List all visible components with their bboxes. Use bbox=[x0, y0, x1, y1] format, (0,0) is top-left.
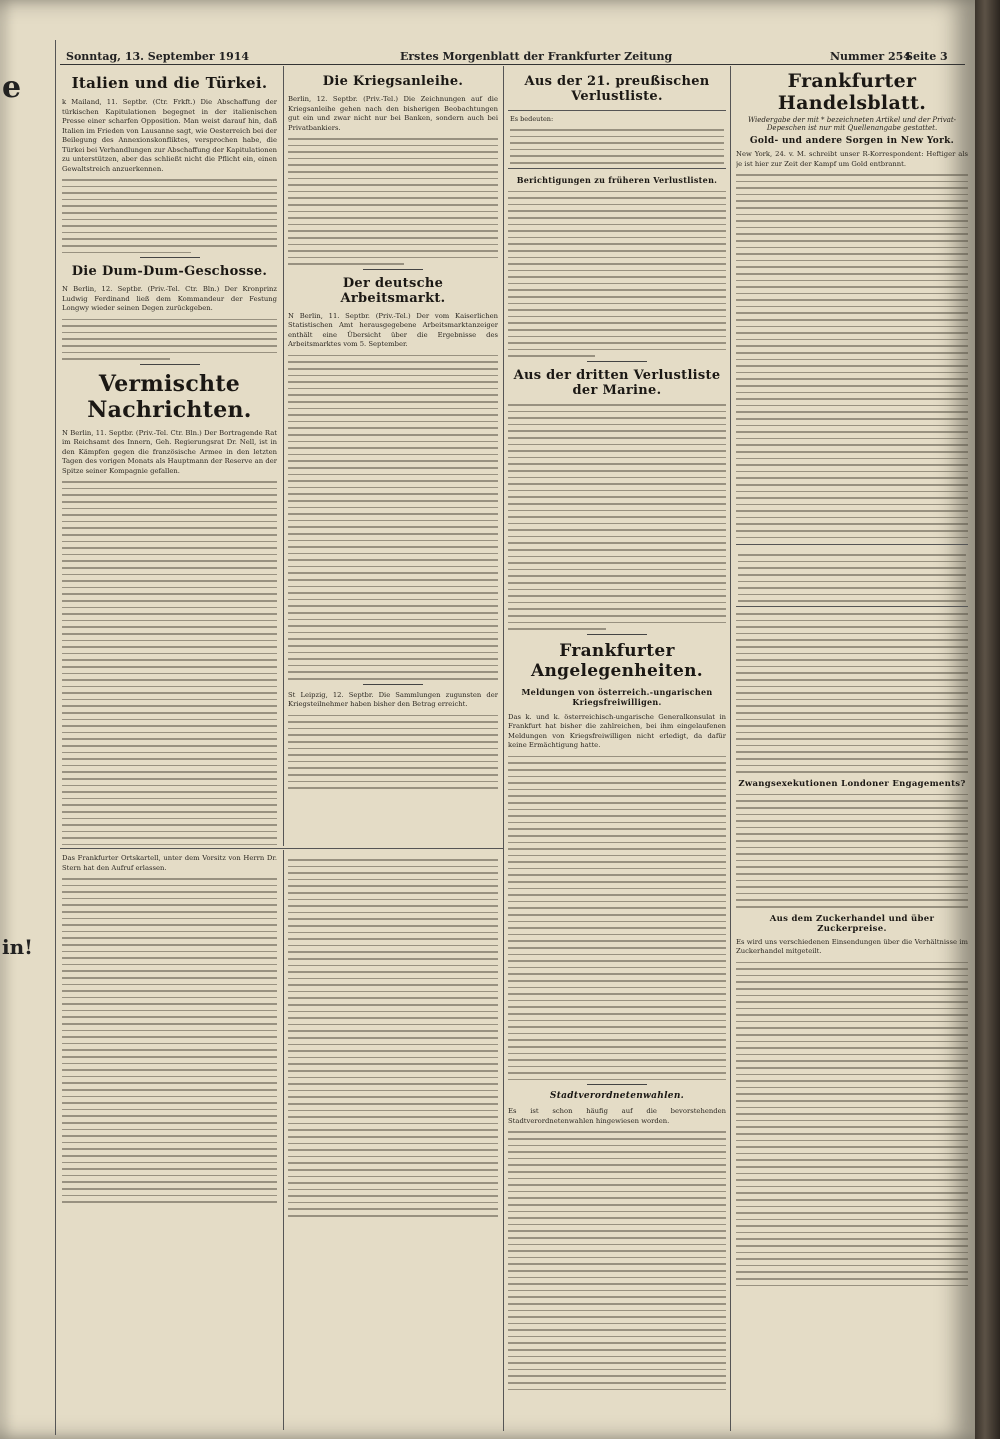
article-zuckerhandel-body bbox=[736, 962, 968, 1287]
masthead-edition: Erstes Morgenblatt der Frankfurter Zeitung bbox=[400, 50, 673, 63]
masthead-number: Nummer 254 bbox=[830, 50, 911, 63]
divider bbox=[140, 364, 200, 365]
binding-edge bbox=[975, 0, 1000, 1439]
column-rule-3 bbox=[730, 66, 731, 1431]
divider bbox=[587, 634, 647, 635]
article-gold-body-2 bbox=[736, 613, 968, 773]
subheading-berichtigungen: Berichtigungen zu früheren Verlustlisten. bbox=[516, 174, 718, 185]
lower-article-body-right bbox=[288, 859, 498, 1217]
headline-frankfurter-angelegenheiten: Frankfurter Angelegenheiten. bbox=[531, 640, 703, 681]
lower-column-right bbox=[288, 854, 498, 1429]
article-gold-lead: New York, 24. v. M. schreibt unser R-Korrespondent: Heftiger als je ist hier zur Zeit der Kampf um Gold entbrannt. bbox=[736, 150, 968, 168]
column-rule-1 bbox=[283, 66, 284, 846]
article-stadtverordnetenwahlen-body bbox=[508, 1131, 726, 1390]
masthead-rule bbox=[60, 64, 965, 65]
verlustliste-body bbox=[508, 191, 726, 357]
lower-article-body-left bbox=[62, 878, 277, 1203]
headline-marine: Aus der dritten Verlustliste der Marine. bbox=[513, 368, 721, 398]
article-dumdum-lead: N Berlin, 12. Septbr. (Priv.-Tel. Ctr. Bln.) Der Kronprinz Ludwig Ferdinand ließ dem Kommandeur der Festung Longwy wieder seinen Degen zurückgeben. bbox=[62, 285, 277, 313]
headline-arbeitsmarkt: Der deutsche Arbeitsmarkt. bbox=[340, 275, 446, 306]
article-leipzig-lead: St Leipzig, 12. Septbr. Die Sammlungen zugunsten der Kriegsteilnehmer haben bisher den Betrag erreicht. bbox=[288, 690, 498, 709]
divider bbox=[587, 361, 647, 362]
marine-body bbox=[508, 404, 726, 630]
article-gold-body bbox=[736, 174, 968, 538]
subheading-gold-newyork: Gold- und andere Sorgen in New York. bbox=[749, 136, 955, 146]
legend-table bbox=[508, 110, 726, 169]
headline-vermischte: Vermischte Nachrichten. bbox=[87, 370, 252, 423]
headline-italien-tuerkei: Italien und die Türkei. bbox=[71, 74, 268, 92]
article-italien-lead: k Mailand, 11. Septbr. (Ctr. Frkft.) Die Abschaffung der türkischen Kapitulationen begegnet in der italienischen Presse einer scharfen Opposition. Man weist darauf hin, daß Italien im Frieden von Lausanne sagt, wie Oesterreich bei der Beilegung des Annexionskonfliktes, versprochen habe, die Türkei bei Verhandlungen zur Abschaffung der Kapitulationen zu unterstützen, aber das schließt nicht die Pflicht ein, einen Gewaltstreich anzuerkennen. bbox=[62, 98, 277, 173]
article-kriegsanleihe-lead: Berlin, 12. Septbr. (Priv.-Tel.) Die Zeichnungen auf die Kriegsanleihe gehen nach den bisherigen Beobachtungen gut ein und zwar nicht nur bei Banken, sondern auch bei Privatbankiers. bbox=[288, 95, 498, 132]
legend-label: Es bedeuten: bbox=[510, 115, 554, 123]
column-3 bbox=[508, 70, 726, 1430]
left-page-fragment bbox=[0, 0, 55, 1439]
article-vermischte-body bbox=[62, 481, 277, 845]
divider bbox=[363, 269, 423, 270]
article-dumdum-body bbox=[62, 319, 277, 360]
column-1 bbox=[62, 70, 277, 845]
article-arbeitsmarkt-lead: N Berlin, 11. Septbr. (Priv.-Tel.) Der vom Kaiserlichen Statistischen Amt herausgegebene Arbeitsmarktanzeiger enthält eine Übersicht über die Ergebnisse des Arbeitsmarktes vom 5. September. bbox=[288, 311, 498, 349]
left-fragment-heading: in! bbox=[2, 935, 33, 959]
column-4 bbox=[736, 68, 968, 1430]
subheading-zwangsexekutionen: Zwangsexekutionen Londoner Engagements? bbox=[738, 778, 966, 789]
divider bbox=[140, 257, 200, 258]
article-vermischte-lead: N Berlin, 11. Septbr. (Priv.-Tel. Ctr. Bln.) Der Bortragende Rat im Reichsamt des Innern, Geh. Regierungsrat Dr. Nell, ist in den Kämpfen gegen die französische Armee in den letzten Tagen des vorigen Monats als Hauptmann der Reserve an der Spitze seiner Kompagnie gefallen. bbox=[62, 428, 277, 475]
headline-dumdum: Die Dum-Dum-Geschosse. bbox=[71, 264, 268, 280]
article-italien-body bbox=[62, 179, 277, 253]
article-zuckerhandel-lead: Es wird uns verschiedenen Einsendungen über die Verhältnisse im Zuckerhandel mitgeteilt. bbox=[736, 937, 968, 956]
column-2 bbox=[288, 70, 498, 845]
article-kriegsanleihe-body bbox=[288, 138, 498, 265]
subheading-kriegsfreiwillige: Meldungen von österreich.-ungarischen Kriegsfreiwilligen. bbox=[521, 686, 713, 707]
divider bbox=[363, 684, 423, 685]
article-kriegsfreiwillige-lead: Das k. und k. österreichisch-ungarische Generalkonsulat in Frankfurt hat bisher die zahlreichen, bei ihm eingelaufenen Meldungen von Kriegsfreiwilligen nicht erledigt, da dafür keine Ermächtigung hatte. bbox=[508, 712, 726, 750]
lower-section-rule bbox=[60, 848, 503, 849]
divider bbox=[587, 1084, 647, 1085]
headline-kriegsanleihe: Die Kriegsanleihe. bbox=[322, 74, 464, 89]
headline-verlustliste: Aus der 21. preußischen Verlustliste. bbox=[524, 74, 710, 104]
lower-column-rule bbox=[283, 850, 284, 1430]
masthead-page: Seite 3 bbox=[905, 50, 948, 63]
article-zwangsexekutionen-body bbox=[736, 794, 968, 908]
lower-column-left bbox=[62, 854, 277, 1429]
article-leipzig-body bbox=[288, 715, 498, 789]
left-margin-rule bbox=[55, 40, 56, 1435]
article-kriegsfreiwillige-body bbox=[508, 756, 726, 1081]
left-fragment-letter: e bbox=[2, 70, 22, 105]
subheading-stadtverordnetenwahlen: Stadtverordnetenwahlen. bbox=[549, 1091, 685, 1102]
article-arbeitsmarkt-body bbox=[288, 355, 498, 680]
subheading-zuckerhandel: Aus dem Zuckerhandel und über Zuckerpreise. bbox=[769, 913, 935, 934]
column-rule-2 bbox=[503, 66, 504, 1431]
article-stadtverordnetenwahlen-lead: Es ist schon häufig auf die bevorstehenden Stadtverordnetenwahlen hingewiesen worden. bbox=[508, 1107, 726, 1125]
headline-handelsblatt: Frankfurter Handelsblatt. bbox=[777, 70, 927, 114]
gold-table bbox=[736, 544, 968, 607]
lower-article-lead: Das Frankfurter Ortskartell, unter dem Vorsitz von Herrn Dr. Stern hat den Aufruf erlassen. bbox=[62, 854, 277, 872]
masthead-date: Sonntag, 13. September 1914 bbox=[66, 50, 250, 63]
handelsblatt-subtitle: Wiedergabe der mit * bezeichneten Artikel und der Privat-Depeschen ist nur mit Quellenangabe gestattet. bbox=[747, 116, 957, 132]
